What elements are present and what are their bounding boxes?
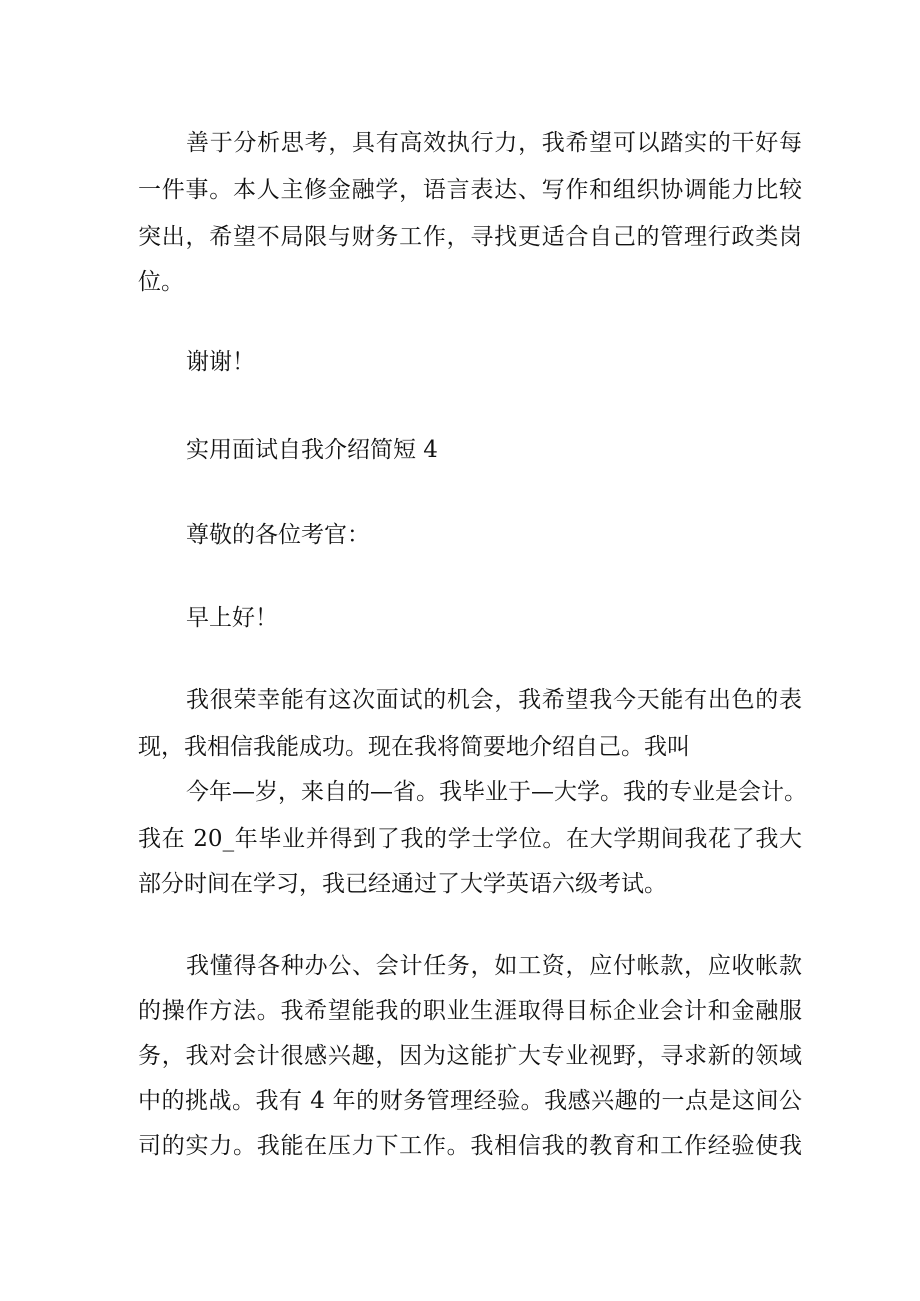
- text-line: 中的挑战。我有 4 年的财务管理经验。我感兴趣的一点是这间公: [138, 1088, 802, 1114]
- text-line: 司的实力。我能在压力下工作。我相信我的教育和工作经验使我: [138, 1133, 802, 1159]
- text-line: 突出，希望不局限与财务工作，寻找更适合自己的管理行政类岗: [138, 224, 802, 250]
- text-line: 今年—岁，来自的—省。我毕业于—大学。我的专业是会计。: [186, 779, 807, 805]
- thanks-line: 谢谢！: [186, 349, 255, 375]
- text-line: 部分时间在学习，我已经通过了大学英语六级考试。: [138, 871, 667, 897]
- text-line: 位。: [138, 269, 184, 295]
- text-line: 我在 20_年毕业并得到了我的学士学位。在大学期间我花了我大: [138, 826, 802, 852]
- text-line: 善于分析思考，具有高效执行力，我希望可以踏实的干好每: [186, 130, 802, 156]
- greeting: 早上好！: [186, 605, 278, 631]
- text-line: 的操作方法。我希望能我的职业生涯取得目标企业会计和金融服: [138, 998, 802, 1024]
- text-line: 一件事。本人主修金融学，语言表达、写作和组织协调能力比较: [138, 177, 802, 203]
- text-line: 我很荣幸能有这次面试的机会，我希望我今天能有出色的表: [186, 687, 802, 713]
- text-line: 务，我对会计很感兴趣，因为这能扩大专业视野，寻求新的领域: [138, 1043, 802, 1069]
- text-line: 现，我相信我能成功。现在我将简要地介绍自己。我叫: [138, 734, 690, 760]
- salutation: 尊敬的各位考官：: [186, 522, 370, 548]
- text-line: 我懂得各种办公、会计任务，如工资，应付帐款，应收帐款: [186, 953, 802, 979]
- section-title: 实用面试自我介绍简短 4: [186, 437, 438, 463]
